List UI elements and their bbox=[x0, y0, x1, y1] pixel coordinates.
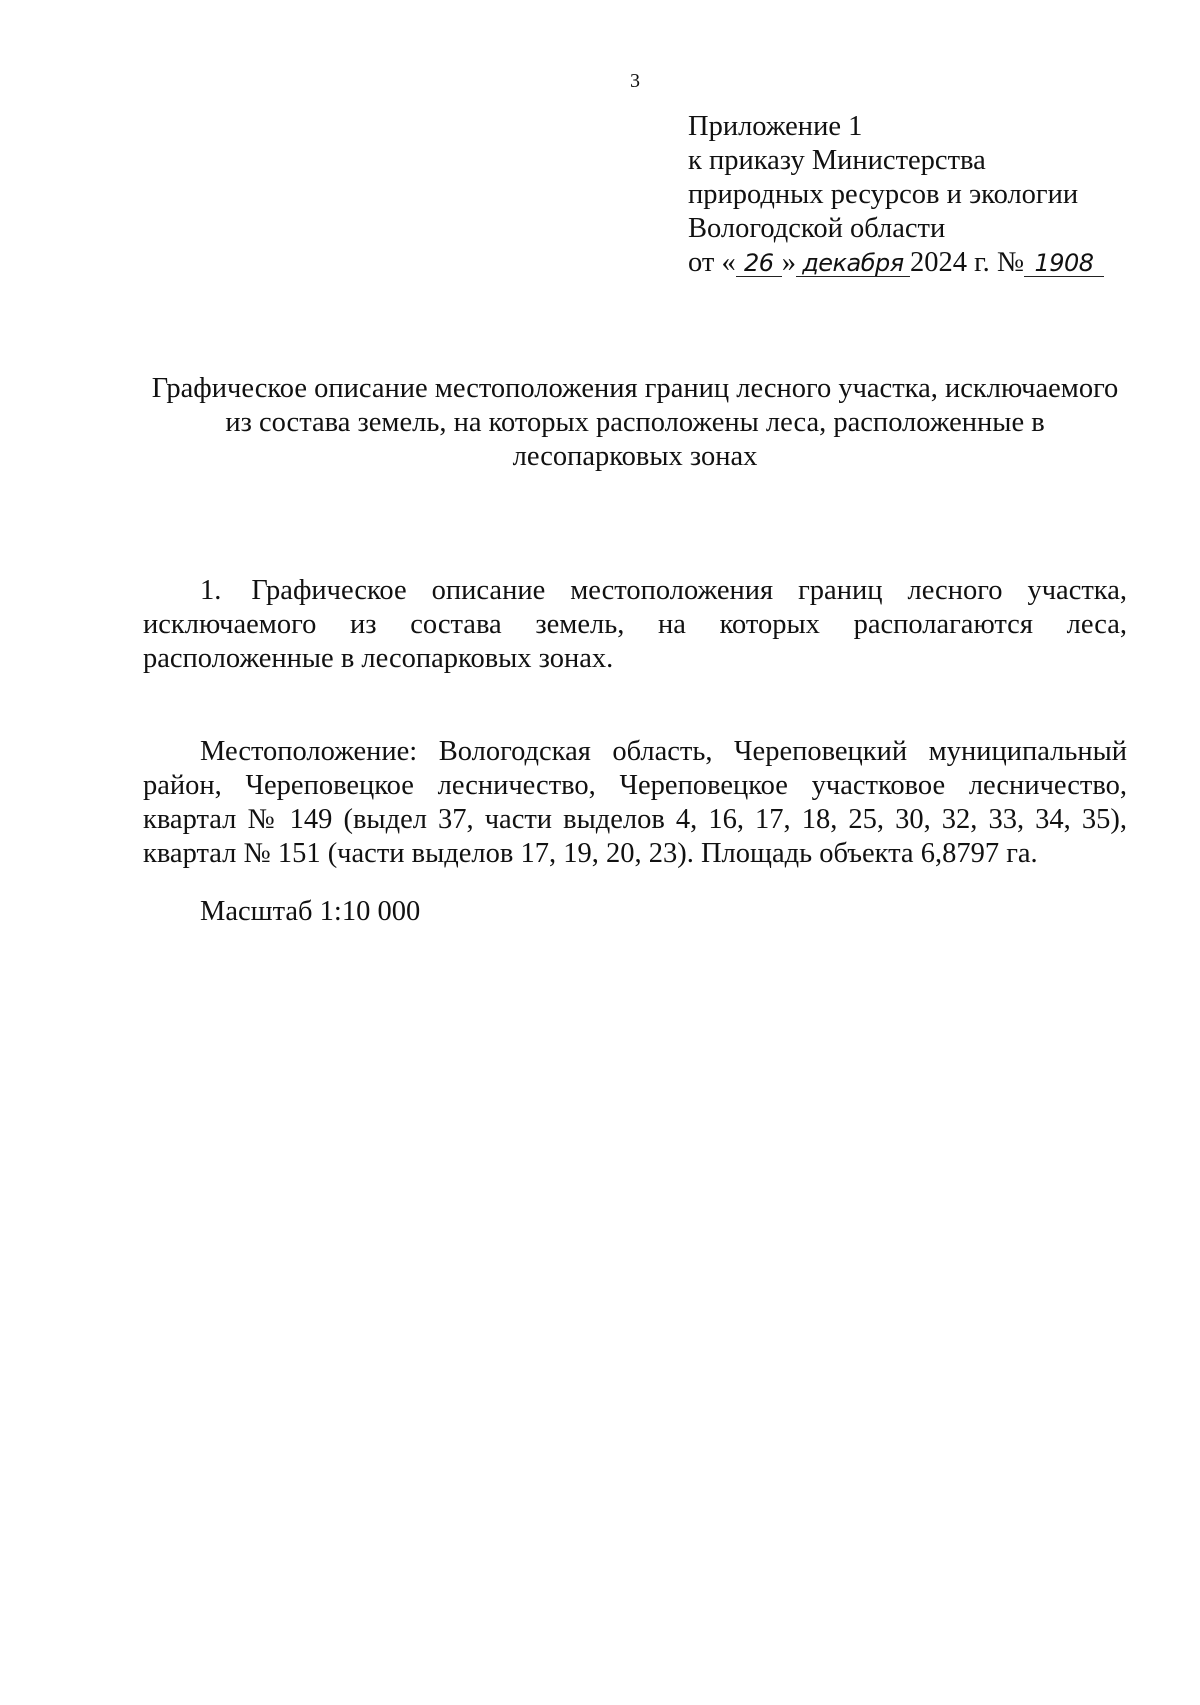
appendix-title: Приложение 1 bbox=[688, 111, 863, 142]
location-paragraph: Местоположение: Вологодская область, Череповецкий муниципальный район, Череповецкое лесничество, Череповецкое участковое лесничество, квартал № 149 (выдел 37, части выделов 4, 16, 17, 18, 25, 30, 32, 33, 34, 35), квартал № 151 (части выделов 17, 19, 20, 23). Площадь объекта 6,8797 га. bbox=[143, 736, 1127, 869]
handwritten-month: декабря bbox=[796, 250, 910, 277]
scale-paragraph: Масштаб 1:10 000 bbox=[200, 896, 421, 927]
date-quote-close: » bbox=[781, 247, 796, 278]
section-1-text: Графическое описание местоположения границ лесного участка, исключаемого из состава земель, на которых располагаются леса, расположенные в лесопарковых зонах. bbox=[143, 575, 1127, 674]
page-number: 3 bbox=[630, 70, 640, 92]
appendix-header bbox=[688, 110, 1148, 280]
section-1-paragraph bbox=[143, 574, 1127, 676]
handwritten-day: 26 bbox=[736, 250, 782, 277]
date-prefix: от « bbox=[688, 247, 736, 278]
appendix-date-line bbox=[688, 246, 1148, 280]
appendix-order-ref: к приказу Министерства bbox=[688, 145, 986, 176]
handwritten-order-number: 1908 bbox=[1024, 250, 1104, 277]
section-1-number: 1. bbox=[200, 575, 222, 606]
appendix-region: Вологодской области bbox=[688, 213, 946, 244]
appendix-ministry: природных ресурсов и экологии bbox=[688, 179, 1079, 210]
document-title: Графическое описание местоположения границ лесного участка, исключаемого из состава земель, на которых расположены леса, расположенные в лесопарковых зонах bbox=[151, 373, 1119, 472]
date-year: 2024 г. № bbox=[909, 247, 1025, 278]
